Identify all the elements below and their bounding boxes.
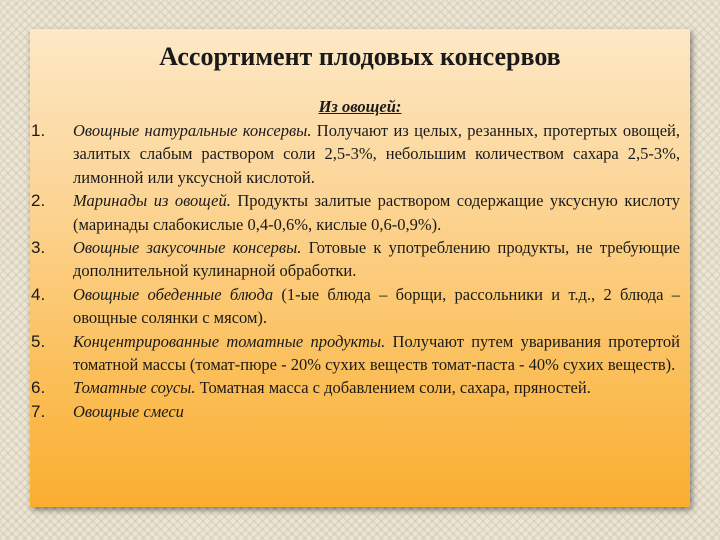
list-item — [30, 330, 690, 377]
list-item-term: Концентрированные томатные продукты. — [73, 331, 386, 351]
list-item-text: Получают из целых, резанных, протертых овощей, залитых слабым раствором соли 2,5-3%, небольшим количеством сахара 2,5-3%, лимонной или уксусной кислотой. — [73, 121, 680, 187]
list-item — [30, 119, 690, 189]
list-item-text: Получают путем уваривания протертой томатной массы (томат-пюре - 20% сухих веществ томат-паста - 40% сухих веществ). — [73, 331, 681, 375]
list-item — [30, 400, 690, 423]
list-item-number: 3. — [31, 238, 46, 258]
slide-subtitle: Из овощей: — [318, 97, 402, 116]
slide-card — [30, 29, 690, 507]
list-item-text: Томатная масса с добавлением соли, сахара, пряностей. — [195, 378, 591, 398]
list-item-number: 5. — [31, 331, 46, 351]
assortment-list — [30, 119, 690, 423]
list-item — [30, 283, 690, 330]
list-item-text: Готовые к употреблению продукты, не требующие дополнительной кулинарной обработки. — [73, 238, 680, 281]
list-item-number: 4. — [31, 284, 46, 304]
list-item-term: Овощные смеси — [73, 401, 184, 421]
list-item-number: 2. — [31, 191, 46, 211]
slide-title: Ассортимент плодовых консервов — [159, 42, 561, 71]
list-item-number: 6. — [31, 378, 46, 398]
list-item-number: 7. — [31, 401, 46, 421]
list-item-term: Томатные соусы. — [73, 378, 196, 398]
list-item-text: (1-ые блюда – борщи, рассольники и т.д., 2 блюда – овощные солянки с мясом). — [73, 284, 680, 328]
list-item-term: Овощные закусочные консервы. — [73, 238, 302, 258]
list-item — [30, 189, 690, 236]
list-item-term: Овощные натуральные консервы. — [73, 121, 312, 140]
list-item-term: Овощные обеденные блюда — [73, 284, 274, 304]
list-item — [30, 376, 690, 399]
list-item-term: Маринады из овощей. — [73, 191, 231, 211]
list-item — [30, 236, 690, 283]
list-item-text: Продукты залитые раствором содержащие уксусную кислоту (маринады слабокислые 0,4-0,6%, кислые 0,6-0,9%). — [73, 191, 680, 234]
list-item-number: 1. — [31, 121, 46, 140]
